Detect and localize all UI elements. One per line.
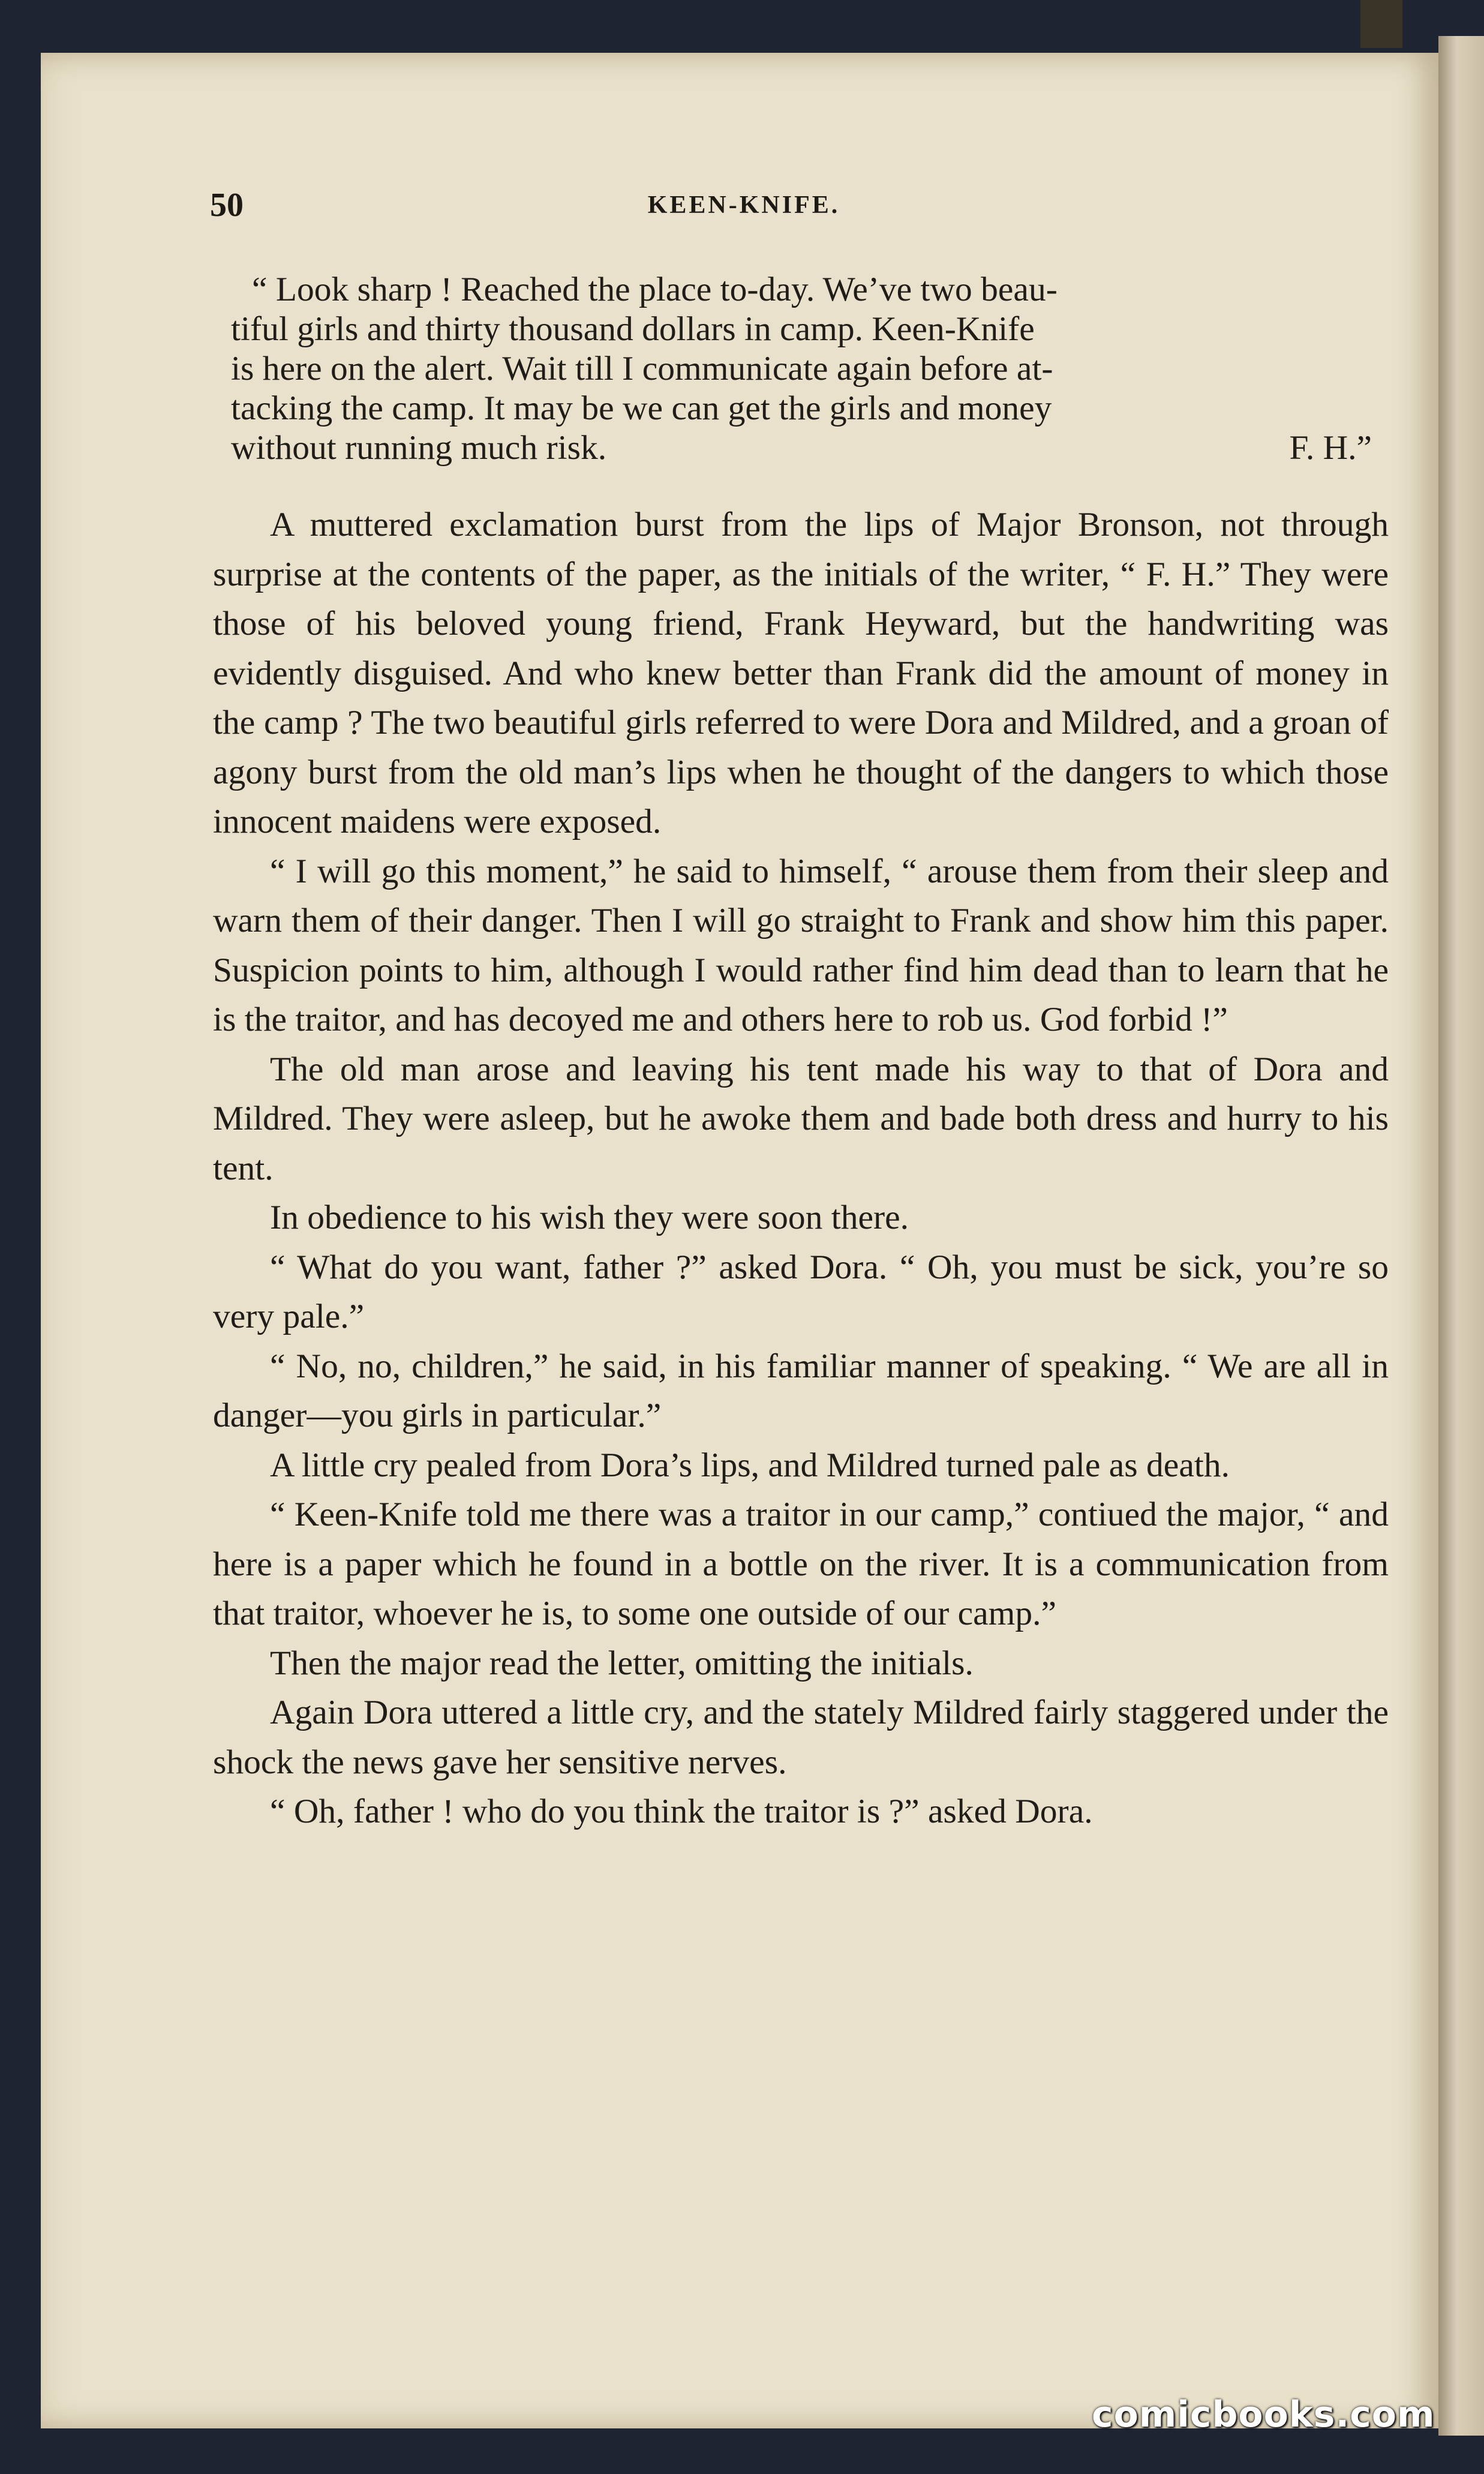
page-edge: [1438, 36, 1484, 2436]
book-title: KEEN-KNIFE.: [647, 191, 840, 219]
letter-line: tiful girls and thirty thousand dollars in camp. Keen-Knife: [231, 310, 1035, 348]
body-text: [213, 500, 1389, 1837]
paragraph: A little cry pealed from Dora’s lips, and Mildred turned pale as death.: [270, 1446, 1230, 1484]
quoted-letter: [213, 270, 1389, 468]
letter-line: “ Look sharp ! Reached the place to-day. We’ve two beau-: [252, 271, 1058, 308]
page-number: 50: [210, 187, 244, 224]
text-block: [213, 270, 1389, 1837]
paragraph: “ I will go this moment,” he said to himself, “ arouse them from their sleep and warn them of their danger. Then I will go straight to Frank and show him this paper. Suspicion points to him, although I would rather find him dead than to learn that he is the traitor, and has decoyed me and others here to rob us. God forbid !”: [213, 852, 1389, 1038]
letter-line: [231, 428, 1389, 468]
running-head: [168, 186, 1320, 234]
paragraph: “ Oh, father ! who do you think the traitor is ?” asked Dora.: [270, 1793, 1093, 1830]
paragraph: “ No, no, children,” he said, in his familiar manner of speaking. “ We are all in danger—you girls in particular.”: [213, 1347, 1389, 1434]
letter-last-line: without running much risk.: [231, 429, 607, 467]
paragraph: Then the major read the letter, omitting the initials.: [270, 1644, 974, 1682]
paragraph: In obedience to his wish they were soon there.: [270, 1199, 909, 1236]
binding-strip: [1360, 0, 1402, 48]
letter-line: is here on the alert. Wait till I communicate again before at-: [231, 350, 1053, 388]
paragraph: “ What do you want, father ?” asked Dora. “ Oh, you must be sick, you’re so very pale.”: [213, 1248, 1389, 1335]
site-watermark: comicbooks.com: [1092, 2394, 1435, 2436]
paragraph: Again Dora uttered a little cry, and the stately Mildred fairly staggered under the shock the news gave her sensitive nerves.: [213, 1694, 1389, 1781]
paragraph: “ Keen-Knife told me there was a traitor in our camp,” contiued the major, “ and here is a paper which he found in a bottle on the river. It is a communication from that traitor, whoever he is, to some one outside of our camp.”: [213, 1496, 1389, 1632]
paragraph: The old man arose and leaving his tent made his way to that of Dora and Mildred. They were asleep, but he awoke them and bade both dress and hurry to his tent.: [213, 1050, 1389, 1187]
paragraph: A muttered exclamation burst from the lips of Major Bronson, not through surprise at the contents of the paper, as the initials of the writer, “ F. H.” They were those of his beloved young friend, Frank Heyward, but the handwriting was evidently disguised. And who knew better than Frank did the amount of money in the camp ? The two beautiful girls referred to were Dora and Mildred, and a groan of agony burst from the old man’s lips when he thought of the dangers to which those innocent maidens were exposed.: [213, 506, 1389, 840]
letter-signature: F. H.”: [1289, 429, 1372, 467]
letter-line: tacking the camp. It may be we can get the girls and money: [231, 389, 1052, 427]
